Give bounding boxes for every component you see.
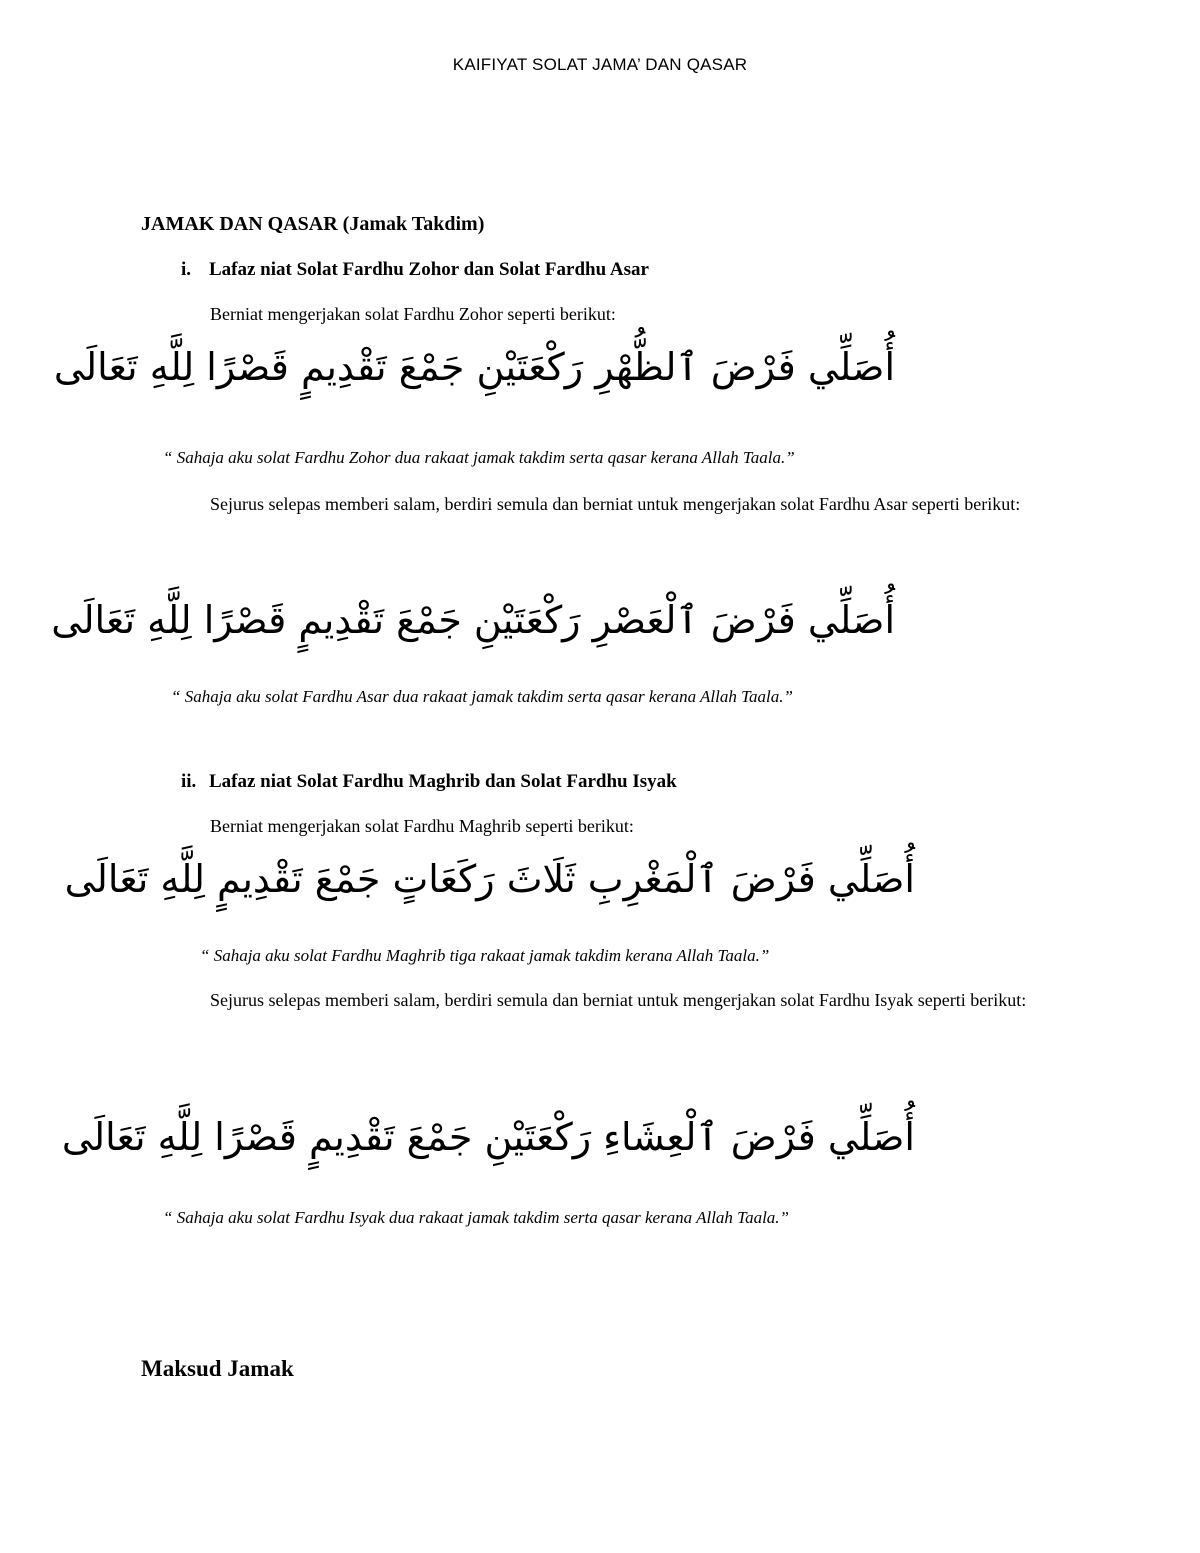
bottom-heading-maksud-jamak: Maksud Jamak	[141, 1356, 294, 1381]
arabic-niat-zohor: أُصَلِّي فَرْضَ ٱلظُّهْرِ رَكْعَتَيْنِ جَمْعَ تَقْدِيمٍ قَصْرًا لِلَّهِ تَعَالَى	[53, 345, 895, 389]
translation-isyak: “ Sahaja aku solat Fardhu Isyak dua rakaat jamak takdim serta qasar kerana Allah Taala.”	[163, 1208, 790, 1227]
part-heading-zohor-asar	[181, 259, 649, 281]
part-heading-maghrib-isyak	[181, 771, 677, 793]
translation-zohor: “ Sahaja aku solat Fardhu Zohor dua rakaat jamak takdim serta qasar kerana Allah Taala.”	[163, 448, 795, 467]
part-number: ii.	[181, 771, 197, 792]
intro-maghrib: Berniat mengerjakan solat Fardhu Maghrib seperti berikut:	[210, 816, 634, 836]
part-heading-text: Lafaz niat Solat Fardhu Maghrib dan Solat Fardhu Isyak	[209, 771, 677, 792]
part-number: i.	[181, 259, 192, 280]
intro-zohor: Berniat mengerjakan solat Fardhu Zohor seperti berikut:	[210, 304, 616, 324]
page-header-title: KAIFIYAT SOLAT JAMA’ DAN QASAR	[452, 55, 748, 74]
followup-asar: Sejurus selepas memberi salam, berdiri semula dan berniat untuk mengerjakan solat Fardhu Asar seperti berikut:	[210, 494, 1021, 514]
arabic-niat-maghrib: أُصَلِّي فَرْضَ ٱلْمَغْرِبِ ثَلَاثَ رَكَعَاتٍ جَمْعَ تَقْدِيمٍ لِلَّهِ تَعَالَى	[64, 857, 915, 901]
section-title: JAMAK DAN QASAR (Jamak Takdim)	[141, 213, 485, 235]
followup-isyak: Sejurus selepas memberi salam, berdiri semula dan berniat untuk mengerjakan solat Fardhu Isyak seperti berikut:	[210, 990, 1027, 1010]
arabic-niat-asar: أُصَلِّي فَرْضَ ٱلْعَصْرِ رَكْعَتَيْنِ جَمْعَ تَقْدِيمٍ قَصْرًا لِلَّهِ تَعَالَى	[51, 598, 895, 642]
translation-asar: “ Sahaja aku solat Fardhu Asar dua rakaat jamak takdim serta qasar kerana Allah Taala.”	[171, 687, 793, 706]
arabic-niat-isyak: أُصَلِّي فَرْضَ ٱلْعِشَاءِ رَكْعَتَيْنِ جَمْعَ تَقْدِيمٍ قَصْرًا لِلَّهِ تَعَالَى	[61, 1115, 915, 1159]
translation-maghrib: “ Sahaja aku solat Fardhu Maghrib tiga rakaat jamak takdim kerana Allah Taala.”	[200, 946, 770, 965]
part-heading-text: Lafaz niat Solat Fardhu Zohor dan Solat Fardhu Asar	[209, 259, 649, 280]
